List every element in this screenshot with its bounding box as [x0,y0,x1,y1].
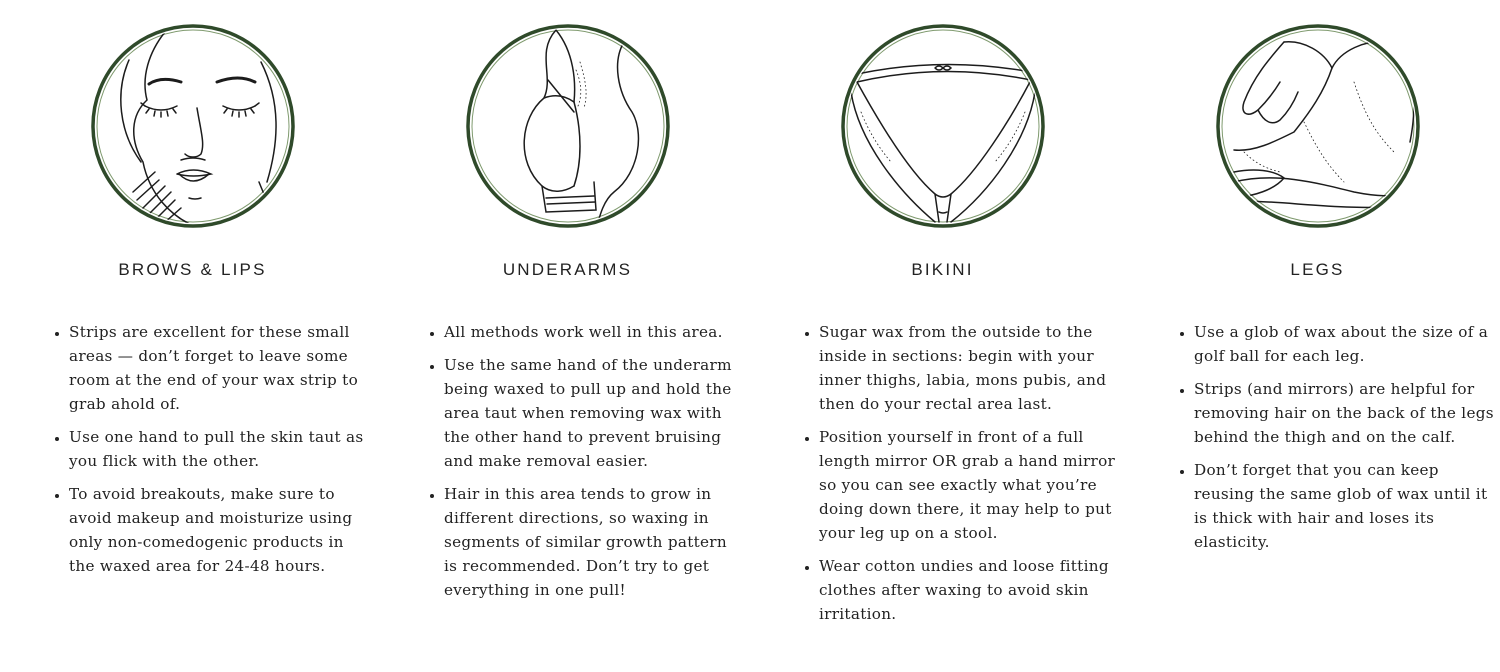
face-illustration-icon [89,22,297,230]
list-item: • Strips (and mirrors) are helpful for removing hair on the back of the legs behind the thigh and on the calf. [1194,377,1494,449]
list-item: • Hair in this area tends to grow in different directions, so waxing in segments of similar growth pattern is recommended. Don’t try to get everything in one pull! [444,482,744,602]
legs-illustration-icon [1214,22,1422,230]
list-item: • Use one hand to pull the skin taut as you flick with the other. [69,425,369,473]
underarms-section [375,0,750,672]
list-item: • Don’t forget that you can keep reusing the same glob of wax until it is thick with hair and loses its elasticity. [1194,458,1494,554]
list-item: • Sugar wax from the outside to the inside in sections: begin with your inner thighs, labia, mons pubis, and then do your rectal area last. [819,320,1119,416]
list-item: • To avoid breakouts, make sure to avoid makeup and moisturize using only non-comedogenic products in the waxed area for 24-48 hours. [69,482,369,578]
list-item: • Strips are excellent for these small areas — don’t forget to leave some room at the end of your wax strip to grab ahold of. [69,320,369,416]
list-item: • Use the same hand of the underarm being waxed to pull up and hold the area taut when removing wax with the other hand to prevent bruising and make removal easier. [444,353,744,473]
tips-list [1174,320,1494,563]
section-title: LEGS [1290,260,1345,279]
bikini-illustration-icon [839,22,1047,230]
tips-list [49,320,369,587]
list-item: • All methods work well in this area. [444,320,744,344]
list-item: • Wear cotton undies and loose fitting clothes after waxing to avoid skin irritation. [819,554,1119,626]
legs-section [1125,0,1500,672]
section-title: BIKINI [911,260,974,279]
section-title: BROWS & LIPS [118,260,267,279]
list-item: • Position yourself in front of a full length mirror OR grab a hand mirror so you can see exactly what you’re doing down there, it may help to put your leg up on a stool. [819,425,1119,545]
tips-list [424,320,744,611]
brows-lips-section [0,0,375,672]
tips-list [799,320,1119,635]
list-item: • Use a glob of wax about the size of a golf ball for each leg. [1194,320,1494,368]
bikini-section [750,0,1125,672]
underarm-illustration-icon [464,22,672,230]
section-title: UNDERARMS [502,260,633,279]
